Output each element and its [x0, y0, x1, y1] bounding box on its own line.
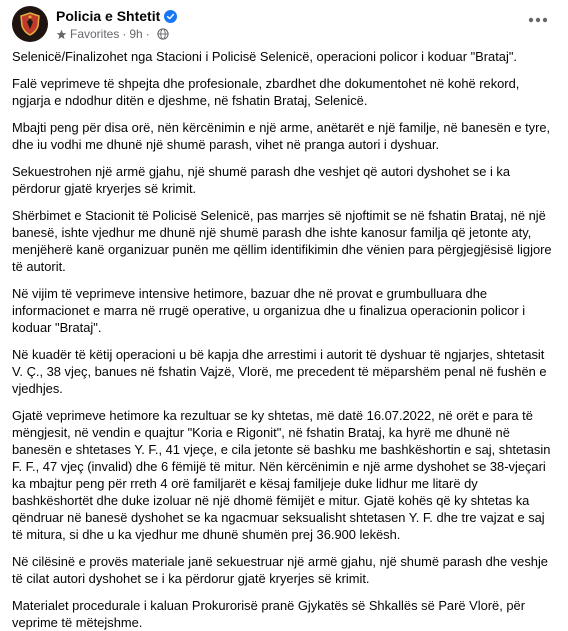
- post-paragraph: Në kuadër të këtij operacioni u bë kapja dhe arrestimi i autorit të dyshuar të ngjarjes, shtetasit V. Ç., 38 vjeç, banues në fshatin Vajzë, Vlorë, me precedent të mëparshëm penal në fushën e vjedhjes.: [12, 347, 547, 396]
- page-name-row: [56, 6, 177, 26]
- post-paragraph: Selenicë/Finalizohet nga Stacioni i Policisë Selenicë, operacioni policor i koduar "Brataj".: [12, 49, 518, 64]
- more-options-button[interactable]: [524, 6, 552, 34]
- post-timestamp[interactable]: 9h: [129, 27, 143, 41]
- post-paragraph: Shërbimet e Stacionit të Policisë Selenicë, pas marrjes së njoftimit se në fshatin Brataj, në një banesë, ishte vjedhur me dhunë një shumë parash dhe ishte kanosur familja që jetonte aty, menjëherë kanë organizuar punën me qëllim identifikimin dhe vënien para përgjegjësisë ligjore të autorit.: [12, 208, 552, 274]
- globe-icon: [157, 28, 169, 40]
- post-paragraph: Falë veprimeve të shpejta dhe profesionale, zbardhet dhe dokumentohet në kohë rekord, ngjarja e ndodhur ditën e djeshme, në fshatin Brataj, Selenicë.: [12, 76, 520, 108]
- post-body: [12, 48, 556, 631]
- meta-separator: ·: [122, 27, 127, 41]
- post-meta: [56, 26, 177, 42]
- favorites-label[interactable]: Favorites: [70, 27, 120, 41]
- post-paragraph: Në cilësinë e provës materiale janë sekuestruar një armë gjahu, një shumë parash dhe veshje të cilat autori dyshohet se i ka përdorur gjatë kryerjes së krimit.: [12, 554, 548, 586]
- page-avatar[interactable]: [12, 6, 48, 42]
- post-paragraph: Sekuestrohen një armë gjahu, një shumë parash dhe veshjet që autori dyshohet se i ka përdorur gjatë kryerjes së krimit.: [12, 164, 511, 196]
- page-name-link[interactable]: Policia e Shtetit: [56, 8, 161, 24]
- post-paragraph: Në vijim të veprimeve intensive hetimore, bazuar dhe në provat e grumbulluara dhe informacionet e marra në rrugë operative, u organizua dhe u finalizua operacionin policor i koduar "Brataj".: [12, 286, 526, 335]
- post-paragraph: Mbajti peng për disa orë, nën kërcënimin e një arme, anëtarët e një familje, në banesën e tyre, dhe iu vodhi me dhunë një shumë parash, vihet në pranga autori i dyshuar.: [12, 120, 551, 152]
- post-header-text: [56, 6, 177, 42]
- star-icon: [56, 29, 67, 40]
- post-paragraph: Gjatë veprimeve hetimore ka rezultuar se ky shtetas, më datë 16.07.2022, në orët e para të mëngjesit, në vendin e quajtur "Koria e Rigonit", në fshatin Brataj, ka hyrë me dhunë në banesën e shtetases Y. F., 41 vjeçe, e cila jetonte së bashku me bashkëshortin e saj, shtetasin F. F., 47 vjeç (invalid) dhe 6 fëmijë të mitur. Nën kërcënimin e një arme dyshohet se 38-vjeçari ka mbajtur peng për rreth 4 orë familjarët e kësaj familjeje duke lidhur me litarë dy bashkëshortët dhe duke izoluar në një dhomë fëmijët e mitur. Gjatë kohës që ky shtetas ka qëndruar në banesë dyshohet se ka ngacmuar seksualisht shtetasen Y. F. dhe tre vajzat e saj të mitura, si dhe u ka vjedhur me dhunë shumën prej 36.900 lekësh.: [12, 408, 551, 542]
- post-header: [12, 0, 556, 54]
- post-paragraph: Materialet procedurale i kaluan Prokurorisë pranë Gjykatës së Shkallës së Parë Vlorë, për veprime të mëtejshme.: [12, 598, 526, 630]
- more-options-icon: [528, 17, 548, 23]
- verified-badge-icon: [164, 10, 177, 23]
- meta-separator: ·: [145, 27, 150, 41]
- police-emblem-icon: [16, 10, 44, 38]
